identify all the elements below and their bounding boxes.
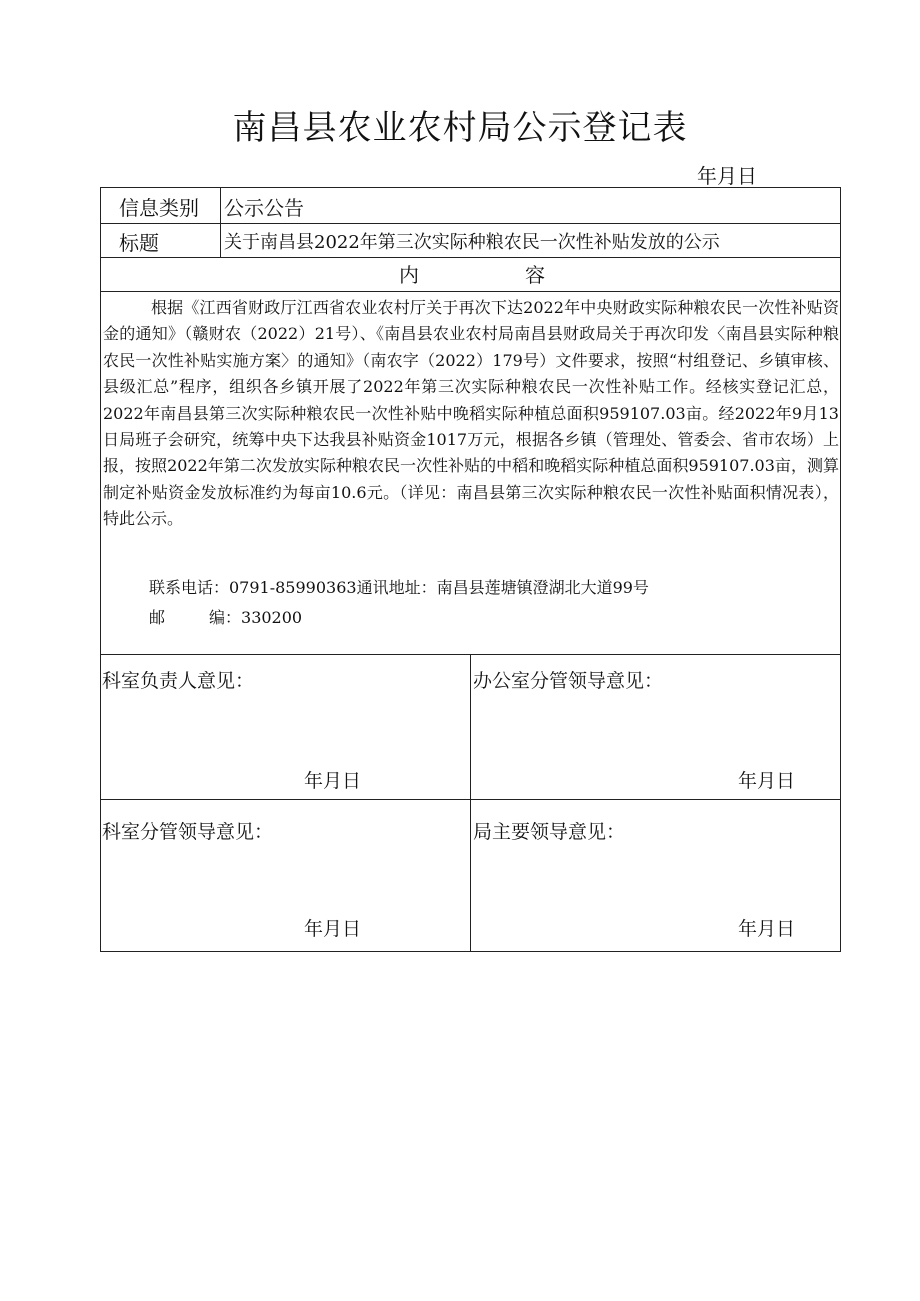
- bureau-leader-date: 年月日: [738, 918, 796, 940]
- postcode-label: 邮: [149, 608, 166, 627]
- postcode-line: [149, 605, 302, 628]
- content-header-char-1: 内: [399, 263, 419, 287]
- column-divider: [470, 654, 471, 952]
- notice-paragraph: 根据《江西省财政厅江西省农业农村厅关于再次下达2022年中央财政实际种粮农民一次性补贴资金的通知》（赣财农（2022）21号）、《南昌县农业农村局南昌县财政局关于再次印发〈南昌县实际种粮农民一次性补贴实施方案〉的通知》（南农字（2022）179号）文件要求，按照“村组登记、乡镇审核、县级汇总”程序，组织各乡镇开展了2022年第三次实际种粮农民一次性补贴工作。经核实登记汇总，2022年南昌县第三次实际种粮农民一次性补贴中晚稻实际种植总面积959107.03亩。经2022年9月13日局班子会研究，统筹中央下达我县补贴资金1017万元，根据各乡镇（管理处、管委会、省市农场）上报，按照2022年第二次发放实际种粮农民一次性补贴的中稻和晚稻实际种植总面积959107.03亩，测算制定补贴资金发放标准约为每亩10.6元。（详见：南昌县第三次实际种粮农民一次性补贴面积情况表），特此公示。: [103, 298, 839, 529]
- column-divider: [220, 188, 221, 257]
- title-label: 标题: [119, 231, 159, 255]
- row-divider: [101, 223, 840, 224]
- category-label: 信息类别: [119, 196, 199, 220]
- row-divider: [101, 257, 840, 258]
- content-header: [101, 259, 840, 291]
- title-value: 关于南昌县2022年第三次实际种粮农民一次性补贴发放的公示: [224, 232, 720, 253]
- section-leader-date: 年月日: [304, 918, 362, 940]
- section-head-opinion-label: 科室负责人意见：: [102, 670, 255, 692]
- office-leader-opinion-label: 办公室分管领导意见：: [473, 670, 664, 692]
- contact-line: 联系电话：0791-85990363通讯地址：南昌县莲塘镇澄湖北大道99号: [149, 578, 649, 597]
- page-title: 南昌县农业农村局公示登记表: [232, 108, 688, 148]
- section-leader-opinion-label: 科室分管领导意见：: [102, 821, 274, 843]
- postcode-value: 编：330200: [209, 608, 303, 627]
- category-value: 公示公告: [224, 196, 304, 220]
- section-head-date: 年月日: [304, 770, 362, 792]
- registration-table: [100, 187, 841, 952]
- row-divider: [101, 291, 840, 292]
- notice-body: [103, 295, 839, 533]
- office-leader-date: 年月日: [738, 770, 796, 792]
- header-date: 年月日: [697, 164, 757, 188]
- content-header-char-2: 容: [525, 263, 545, 287]
- bureau-leader-opinion-label: 局主要领导意见：: [473, 821, 626, 843]
